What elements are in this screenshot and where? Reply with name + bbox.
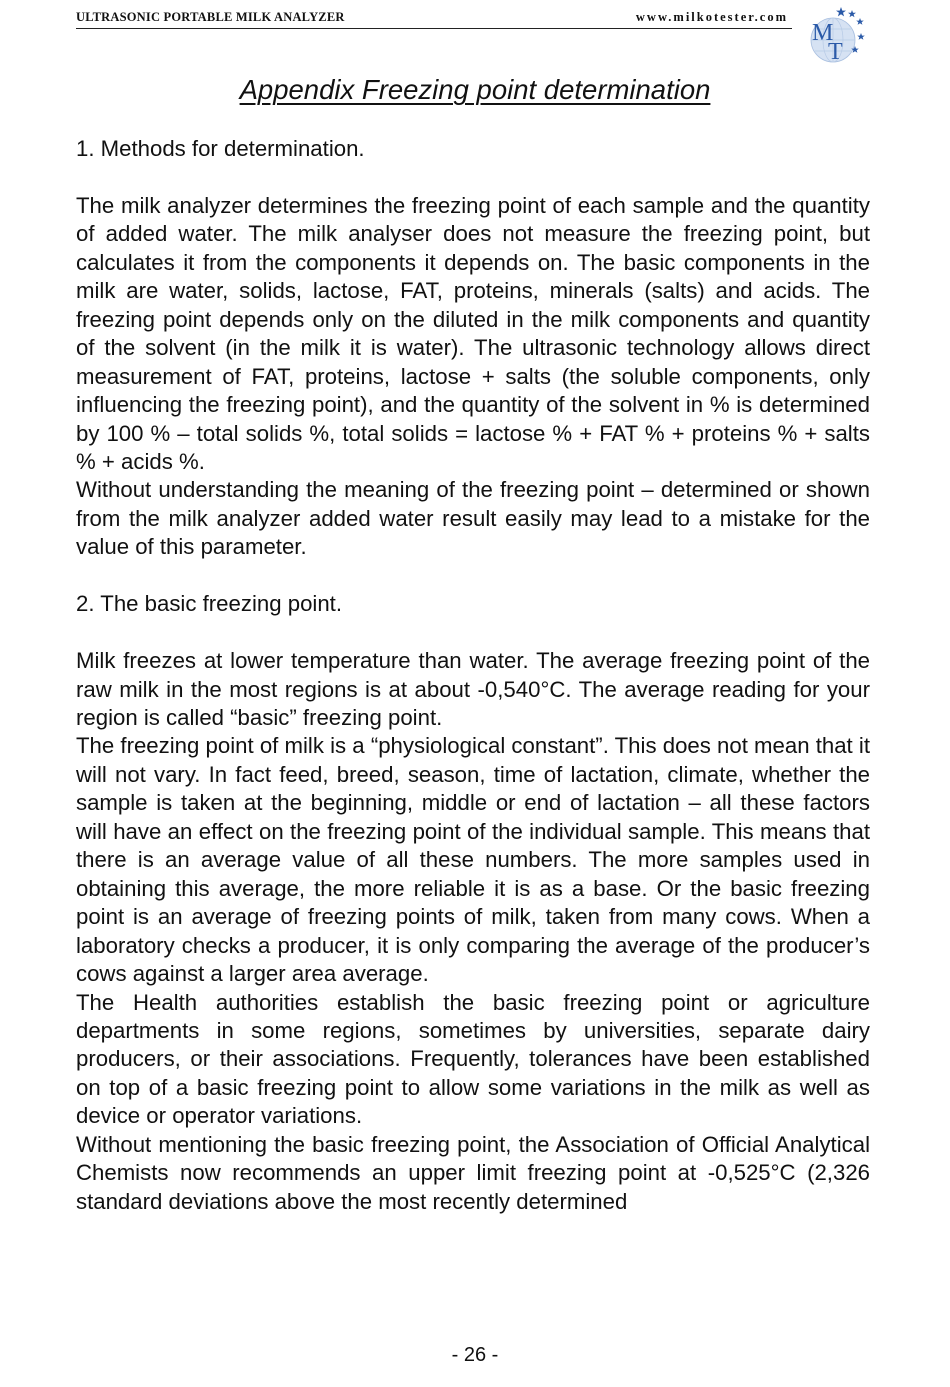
section-1-paragraph-2: Without understanding the meaning of the freezing point – determined or shown from the milk analyzer added water result easily may lead to a mistake for the value of this parameter. <box>76 477 870 560</box>
page-number: - 26 - <box>451 1344 499 1366</box>
spacer <box>76 562 870 590</box>
header-product-name: ULTRASONIC PORTABLE MILK ANALYZER <box>76 10 345 24</box>
header-website: www.milkotester.com <box>635 10 788 24</box>
company-logo <box>806 4 868 66</box>
logo-letter-t: T <box>828 39 843 65</box>
logo-letter-m: M <box>812 20 834 46</box>
section-1-paragraph-1: The milk analyzer determines the freezing point of each sample and the quantity of added water. The milk analyser does not measure the freezing point, but calculates it from the components it depends on. The basic components in the milk are water, solids, lactose, FAT, proteins, minerals (salts) and acids. The freezing point depends only on the diluted in the milk components and quantity of the solvent (in the milk it is water). The ultrasonic technology allows direct measurement of FAT, proteins, lactose + salts (the soluble components, only influencing the freezing point), and the quantity of the solvent in % is determined by 100 % – total solids %, total solids = lactose % + FAT % + proteins % + salts % + acids %. <box>76 192 870 474</box>
section-2-paragraph-2: The freezing point of milk is a “physiological constant”. This does not mean that it will not vary. In fact feed, breed, season, time of lactation, climate, whether the sample is taken at the beginning, middle or end of lactation – all these factors will have an effect on the freezing point of the individual sample. This means that there is an average value of all these numbers. The more samples used in obtaining this average, the more reliable it is as a base. Or the basic freezing point is an average of freezing points of milk, taken from many cows. When a laboratory checks a producer, it is only comparing the average of the producer’s cows against a larger area average. <box>76 733 870 987</box>
section-2-heading: 2. The basic freezing point. <box>76 591 343 617</box>
section-2-paragraph-1: Milk freezes at lower temperature than water. The average freezing point of the raw milk in the most regions is at about -0,540°C. The average reading for your region is called “basic” freezing point. <box>76 648 870 731</box>
page-title: Appendix Freezing point determination <box>239 74 711 105</box>
spacer <box>76 163 870 191</box>
section-2-paragraph-4: Without mentioning the basic freezing point, the Association of Official Analytical Chemists now recommends an upper limit freezing point at -0,525°C (2,326 standard deviations above the most recently determined <box>76 1131 870 1214</box>
page-header <box>76 8 792 29</box>
document-body <box>76 135 870 1216</box>
section-2-paragraph-3: The Health authorities establish the basic freezing point or agriculture departments in some regions, sometimes by universities, separate dairy producers, or their associations. Frequently, tolerances have been established on top of a basic freezing point to allow some variations in the milk as well as device or operator variations. <box>76 989 870 1129</box>
mt-logo-icon <box>806 4 868 66</box>
spacer <box>76 619 870 647</box>
section-1-heading: 1. Methods for determination. <box>76 136 365 161</box>
